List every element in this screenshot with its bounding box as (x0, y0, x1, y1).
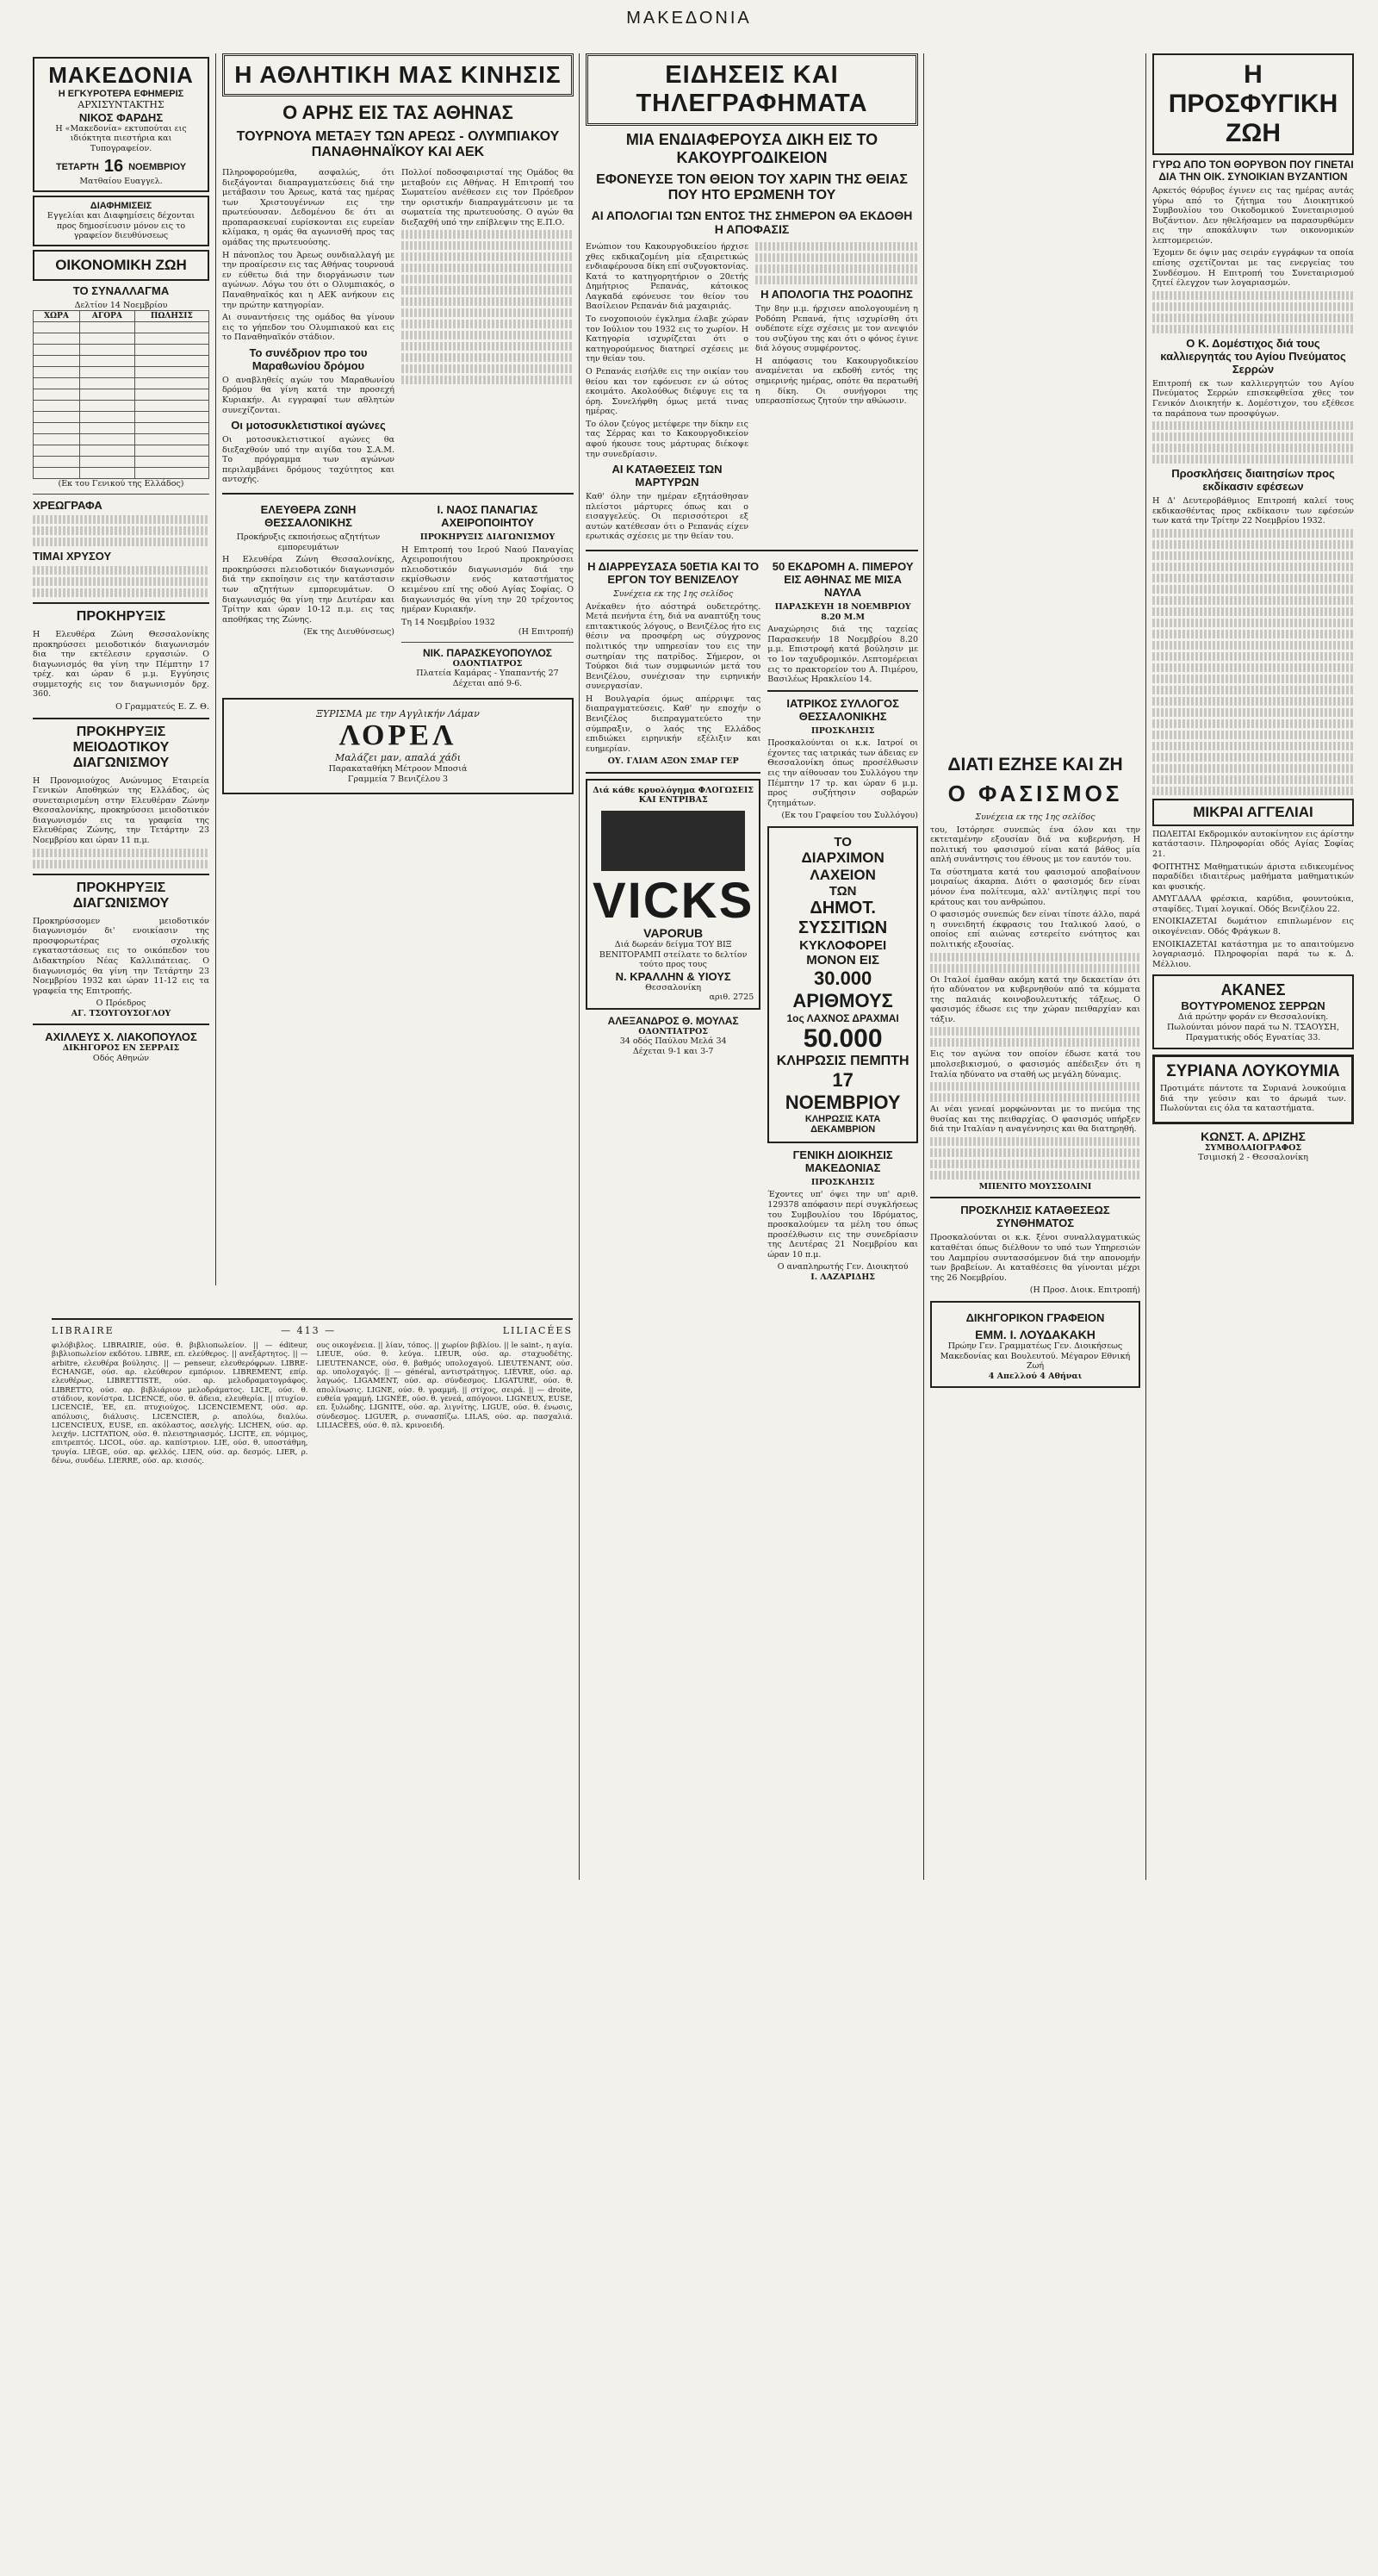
admin-text: Έχοντες υπ' όψει την υπ' αριθ. 129378 απόφασιν περί συγκλήσεως του Συμβουλίου του Ιδρύματος, προσκαλούμεν τα μέλη του όπως προσέλθωσιν εις την συνεδρίασιν της Δευτέρας 21 Νοεμβρίου και ώραν 10 π.μ. (767, 1190, 918, 1260)
lottery-line: ΤΟ (834, 834, 852, 849)
dentist-2-title: ΟΔΟΝΤΙΑΤΡΟΣ (638, 1026, 708, 1036)
exchange-cell (134, 322, 208, 333)
sports-subhead-moto: Οι μοτοσυκλετιστικοί αγώνες (231, 419, 386, 432)
sports-paragraph: Αι συναντήσεις της ομάδος θα γίνουν εις το γήπεδον του Ολυμπιακού και εις το Παναθηναϊκόν στάδιον. (222, 313, 394, 343)
admin-title: ΓΕΝΙΚΗ ΔΙΟΙΚΗΣΙΣ ΜΑΚΕΔΟΝΙΑΣ (792, 1148, 893, 1174)
law-office-title: ΔΙΚΗΓΟΡΙΚΟΝ ΓΡΑΦΕΙΟΝ (965, 1310, 1105, 1324)
exchange-cell (79, 367, 134, 378)
exchange-cell (134, 468, 208, 479)
sweets-ad (1152, 1055, 1354, 1124)
notice-2-text: Η Προνομιούχος Ανώνυμος Εταιρεία Γενικών Αποθηκών της Ελλάδος, ώς συνεταιρισμένη στην Ελευθέραν Ζώνην Θεσσαλονίκης, προκηρύσσει μειοδοτικόν διαγωνισμόν εις τα γραφεία της Ελευθέρας Ζώνης, την Τετάρτην 23 Νοεμβρίου και ώραν 11 π.μ. (33, 775, 209, 846)
dentist-address: Πλατεία Καμάρας - Υπαπαντής 27 (416, 669, 559, 679)
exchange-row (34, 356, 209, 367)
exchange-cell (34, 389, 80, 401)
news-body (586, 240, 918, 544)
column-3 (586, 53, 918, 1880)
exchange-cell (134, 434, 208, 445)
exchange-cell (134, 389, 208, 401)
butter-ad (1152, 974, 1354, 1049)
dentist-2-hours: Δέχεται 9-1 και 3-7 (632, 1047, 714, 1057)
exchange-row (34, 434, 209, 445)
sweets-ad-text: Προτιμάτε πάντοτε τα Συριανά λουκούμια διά την γεύσιν και το άρωμά των. Πωλούνται εις όλα τα καταστήματα. (1160, 1084, 1346, 1114)
law-office-text: Πρώην Γεν. Γραμματέως Γεν. Διοικήσεως Μακεδονίας και Βουλευτού. Μέγαρον Εθνική Ζωή (940, 1341, 1131, 1372)
law-office-name: ΕΜΜ. Ι. ΛΟΥΔΑΚΑΚΗ (975, 1327, 1096, 1341)
news-subhead-witnesses: ΑΙ ΚΑΤΑΘΕΣΕΙΣ ΤΩΝ ΜΑΡΤΥΡΩΝ (611, 463, 723, 489)
bonds-title: ΧΡΕΩΓΡΑΦΑ (33, 498, 102, 512)
refugee-paragraph: Επιτροπή εκ των καλλιεργητών του Αγίου Πνεύματος Σερρών επισκεφθείσα χθες τον Γενικόν Διοικητήν κ. Δομέστιχον, του εξέθεσε τα παράπονα των προσφύγων. (1152, 378, 1354, 419)
dictionary-columns (52, 1341, 573, 1465)
gold-title: ΤΙΜΑΙ ΧΡΥΣΟΥ (33, 549, 112, 563)
news-paragraph: Καθ' όλην την ημέραν εξητάσθησαν πλείστοι μάρτυρες όπως και ο εισαγγελεύς. Οι περισσότεροι εξ αυτών κατέθεσαν ότι ο Ρεπανάς είχεν ερωτικάς σχέσεις με την θείαν του. (586, 492, 748, 542)
notice-3-sign: Ο Πρόεδρος (96, 999, 146, 1009)
free-zone-text: Η Ελευθέρα Ζώνη Θεσσαλονίκης, προκηρύσσει πλειοδοτικόν διαγωνισμόν διά την εκποίησιν εις την κατάστασιν των αζητήτων εμπορευμάτων. Ο διαγωνισμός θα γίνη την Δευτέραν και Τρίτην και ώραν 10-12 π.μ. εις τας αποθήκας της Ζώνης. (222, 555, 394, 625)
exchange-cell (34, 378, 80, 389)
exchange-cell (79, 457, 134, 468)
news-paragraph: Το όλον ζεύγος μετέφερε την δίκην εις τας Σέρρας και το Κακουργοδικείον αφού ήκουσε τους μάρτυρας διέκοψε την συνεδρίασιν. (586, 419, 748, 459)
lottery-draw: ΚΛΗΡΩΣΙΣ ΠΕΜΠΤΗ (776, 1053, 909, 1068)
venizelos-text: Ανέκαθεν ήτο αόστηρά ουδετερότης. Μετά πενήντα έτη, διά να αναπτύξη τους επιτακτικούς λόγους, ο Βενιζέλος ήτο εις θέσιν να προσφέρη ως σύγχρονος πολιτικός την υπηρεσίαν του εις την σωτηρίαν της πατρίδος. Σήμερον, οι Τούρκοι διά των συμφωνιών μετά του Βενιζέλου, συνέχισαν την ειρηνικήν συνεργασίαν. (586, 601, 761, 692)
church-title: Ι. ΝΑΟΣ ΠΑΝΑΓΙΑΣ ΑΧΕΙΡΟΠΟΙΗΤΟΥ (437, 503, 538, 530)
masthead-box (33, 57, 209, 192)
exchange-table (33, 310, 209, 479)
refugee-paragraph: Έχομεν δε όψιν μας σειράν εγγράφων τα οποία επίσης σχετίζονται με τας ενεργείας του Συνδέσμου. Η Επιτροπή του Συνεταιρισμού ζητεί έλεγχον των λογαριασμών. (1152, 248, 1354, 289)
dentist-2-name: ΑΛΕΞΑΝΔΡΟΣ Θ. ΜΟΥΛΑΣ (607, 1014, 739, 1027)
venizelos-title: Η ΔΙΑΡΡΕΥΣΑΣΑ 50ΕΤΙΑ ΚΑΙ ΤΟ ΕΡΓΟΝ ΤΟΥ ΒΕΝΙΖΕΛΟΥ (587, 560, 760, 587)
butter-ad-title: ΑΚΑΝΕΣ (1220, 981, 1286, 999)
exchange-cell (79, 468, 134, 479)
lottery-count: 30.000 ΑΡΙΘΜΟΥΣ (792, 967, 893, 1011)
dictionary-page-number: — 413 — (281, 1325, 337, 1336)
exchange-cell (34, 401, 80, 412)
excursion-text: Αναχώρησις διά της ταχείας Παρασκευήν 18 Νοεμβρίου 8.20 μ.μ. Επιστροφή κατά βούλησιν με το 1ον ταχυδρομικόν. Λεπτομέρειαι εις το πρακτορείον του Α. Πιμέρου, Βασιλέως Ηρακλείου 14. (767, 625, 918, 685)
law-office-address: 4 Απελλού 4 Αθήναι (988, 1371, 1083, 1381)
refugee-subhead-3: Προσκλήσεις διαιτησίων προς εκδίκασιν εφέσεων (1171, 467, 1335, 494)
edition-note: Η «Μακεδονία» εκτυπούται εις ιδιόκτητα πιεστήρια και Τυπογραφείον. (55, 123, 187, 153)
dictionary-head-left: LIBRAIRE (52, 1325, 115, 1336)
lottery-line: ΔΙΑΡΧΙΜΟΝ ΛΑΧΕΙΟΝ (801, 849, 885, 883)
excursion-title: 50 ΕΚΔΡΟΜΗ Α. ΠΙΜΕΡΟΥ ΕΙΣ ΑΘΗΝΑΣ ΜΕ ΜΙΣΑ ΝΑΥΛΑ (772, 560, 914, 600)
classifieds-title: ΜΙΚΡΑΙ ΑΓΓΕΛΙΑΙ (1193, 803, 1313, 820)
sports-paragraph: Ο αναβληθείς αγών του Μαραθωνίου δρόμου θα γίνη κατά την προσεχή Κυριακήν. Αι εγγραφαί των αθλητών συνεχίζονται. (222, 375, 394, 415)
sports-paragraph: Οι μοτοσυκλετιστικοί αγώνες θα διεξαχθούν υπό την αιγίδα του Σ.Α.Μ. Το πρόγραμμα των αγώνων περιλαμβάνει δρόμους ταχύτητος και αντοχής. (222, 435, 394, 485)
venizelos-continued: Συνέχεια εκ της 1ης σελίδος (613, 589, 734, 600)
date-saint: Ματθαίου Ευαγγελ. (79, 177, 163, 187)
notice-1-title: ΠΡΟΚΗΡΥΞΙΣ (76, 608, 166, 624)
exchange-cell (79, 356, 134, 367)
refugee-subhead: ΓΥΡΩ ΑΠΟ ΤΟΝ ΘΟΡΥΒΟΝ ΠΟΥ ΓΙΝΕΤΑΙ ΔΙΑ ΤΗΝ ΟΙΚ. ΣΥΝΟΙΚΙΑΝ ΒΥΖΑΝΤΙΟΝ (1152, 159, 1354, 183)
vicks-brand: VICKS (593, 873, 754, 930)
church-sign: (Η Επιτροπή) (518, 627, 574, 638)
exchange-cell (79, 445, 134, 457)
excursion-date: ΠΑΡΑΣΚΕΥΗ 18 ΝΟΕΜΒΡΙΟΥ 8.20 Μ.Μ (774, 602, 911, 622)
exchange-cell (34, 468, 80, 479)
notice-3-text: Προκηρύσσομεν μειοδοτικόν διαγωνισμόν δι' ενοικίασιν της προσφορωτέρας σχολικής εγκαταστάσεως εις το οικόπεδον του Διδακτηρίου Νέας Καλλιπάτειας. Ο διαγωνισμός θα γίνη την Τετάρτην 23 Νοεμβρίου 1932 και ώραν 11-12 εις τα γραφεία της Επιτροπής. (33, 916, 209, 996)
exchange-cell (134, 412, 208, 423)
razor-ad (222, 698, 574, 795)
exchange-row (34, 445, 209, 457)
sports-paragraph: Η πάνοπλος του Άρεως ουνδιαλλαγή με την προαίρεσιν εις τας Αθήνας τουρνουά εν εύθετω διά την διοργάνωσιν των αγώνων. Λόγω του ότι ο Ολυμπιακός, ο Παναθηναϊκός και η ΑΕΚ ανήκουν εις την πρώτην κατηγορίαν. (222, 250, 394, 310)
editor-name: ΝΙΚΟΣ ΦΑΡΔΗΣ (78, 110, 164, 124)
economy-title: ΟΙΚΟΝΟΜΙΚΗ ΖΩΗ (55, 256, 187, 273)
column-3-lower (586, 557, 918, 1283)
column-6 (1152, 53, 1354, 1880)
news-section-head: ΕΙΔΗΣΕΙΣ ΚΑΙ ΤΗΛΕΓΡΑΦΗΜΑΤΑ (586, 53, 918, 126)
lottery-line: ΔΗΜΟΤ. ΣΥΣΣΙΤΙΩΝ (798, 898, 888, 937)
exchange-cell (34, 367, 80, 378)
masthead: ΜΑΚΕΔΟΝΙΑ (48, 62, 194, 88)
admin-subtitle: ΠΡΟΣΚΛΗΣΙΣ (810, 1177, 875, 1187)
refugee-subhead-2: Ο Κ. Δομέστιχος διά τους καλλιεργητάς του Αγίου Πνεύματος Σερρών (1160, 336, 1346, 376)
lottery-next-draw: ΚΛΗΡΩΣΙΣ ΚΑΤΑ ΔΕΚΑΜΒΡΙΟΝ (804, 1113, 881, 1135)
lottery-line: ΤΩΝ (829, 883, 857, 899)
classifieds-head (1152, 799, 1354, 826)
exchange-row (34, 412, 209, 423)
sports-subhead: ΤΟΥΡΝΟΥΑ ΜΕΤΑΞΥ ΤΩΝ ΑΡΕΩΣ - ΟΛΥΜΠΙΑΚΟΥ ΠΑΝΑΘΗΝΑΪΚΟΥ ΚΑΙ ΑΕΚ (236, 129, 560, 159)
fascism-headline-1: ΔΙΑΤΙ ΕΖΗΣΕ ΚΑΙ ΖΗ (947, 755, 1123, 775)
exchange-title: ΤΟ ΣΥΝΑΛΛΑΓΜΑ (72, 283, 170, 297)
notice-3-name: ΑΓ. ΤΣΟΥΓΟΥΣΟΓΛΟΥ (71, 1008, 171, 1018)
dictionary-column: φιλόβιβλος. LIBRAIRIE, ούσ. θ. βιβλιοπωλείον. || — éditeur, βιβλιοπωλείον εκδότου. LIBRE, επ. ελεύθερος. || ανεξάρτητος. || — arbitre, ελευθέρα βούλησις. || — penseur, ελευθερόφρων. LIBRE-ÉCHANGE, ούσ. αρ. ελεύθερον εμπόριον. LIBREMENT, επίρ. ελευθέρως. LIBRETTISTE, ούσ. αρ. μελοδραματογράφος. LIBRETTO, ούσ. αρ. βιβλιάριον μελοδράματος. LICE, ούσ. θ. στάδιον, κονίστρα. LICENCE, ούσ. θ. άδεια, ελευθερία. || πτυχίον. LICENCIÉ, ΈΕ, επ. πτυχιούχος. LICENCIEMENT, ούσ. αρ. απόλυσις, διάλυσις. LICENCIER, ρ. απολύω, διαλύω. LICENCIEUX, EUSE, επ. ακόλαστος, ασελγής. LICHEN, ούσ. αρ. λειχήν. LICITATION, ούσ. θ. πλειστηριασμός. LICITE, επ. νόμιμος, επιτρεπτός. LICOL, ούσ. αρ. καπίστριον. LIE, ούσ. θ. υποστάθμη, τρυγία. LIÈGE, ούσ. αρ. φελλός. LIEN, ούσ. αρ. δεσμός. LIER, ρ. δένω, συνδέω. LIERRE, ούσ. αρ. κισσός. (52, 1341, 308, 1466)
news-headline-1: ΜΙΑ ΕΝΔΙΑΦΕΡΟΥΣΑ ΔΙΚΗ ΕΙΣ ΤΟ ΚΑΚΟΥΡΓΟΔΙΚΕΙΟΝ (625, 131, 878, 166)
exchange-cell (79, 434, 134, 445)
exchange-col-header: ΑΓΟΡΑ (79, 311, 134, 322)
classified-ad: ΑΜΥΓΔΑΛΑ φρέσκια, καρύδια, φουντούκια, σταφίδες. Τιμαί λογικαί. Οδός Βενιζέλου 22. (1152, 894, 1354, 914)
vicks-product: VAPORUB (643, 926, 704, 941)
notice-1-text: Η Ελευθέρα Ζώνη Θεσσαλονίκης προκηρύσσει μειοδοτικόν διαγωνισμόν δια την εκτέλεσιν εργασιών. Ο διαγωνισμός θα γίνη την Πέμπτην 17 τρέχ. και ώραν 6 μ.μ. Εγγύησις συμμετοχής εις τον διαγωνισμόν δρχ. 360. (33, 629, 209, 700)
ads-notice-title: ΔΙΑΦΗΜΙΣΕΙΣ (90, 201, 152, 212)
column-2 (222, 53, 574, 1066)
exchange-row (34, 468, 209, 479)
news-paragraph: Την 8ην μ.μ. ήρχισεν απολογουμένη η Ροδόπη Ρεπανά, ήτις ισχυρίσθη ότι ουδέποτε είχε σχέσεις με τον ανεψιόν του συζύγου της και ότι ο φόνος έγινε διά λόγους συμφέροντος. (755, 304, 918, 354)
exchange-cell (34, 345, 80, 356)
exchange-cell (134, 345, 208, 356)
doctors-subtitle: ΠΡΟΣΚΛΗΣΙΣ (810, 725, 875, 736)
date-number: 16 (103, 157, 124, 177)
exchange-row (34, 457, 209, 468)
admin-sign: Ο αναπληρωτής Γεν. Διοικητού (777, 1262, 909, 1272)
news-subhead-apology: Η ΑΠΟΛΟΓΙΑ ΤΗΣ ΡΟΔΟΠΗΣ (760, 288, 913, 301)
exchange-cell (134, 378, 208, 389)
vicks-ad-headline: Διά κάθε κρυολόγημα ΦΛΟΓΩΣΕΙΣ ΚΑΙ ΕΝΤΡΙΒΑΣ (593, 785, 754, 806)
free-zone-sign: (Εκ της Διευθύνσεως) (303, 627, 394, 638)
exchange-credit: (Εκ του Γενικού της Ελλάδος) (58, 479, 184, 489)
classified-ad: ΕΝΟΙΚΙΑΖΕΤΑΙ κατάστημα με το απαιτούμενο λογαριασμό. Πληροφορίαι παρά τω κ. Δ. Μέλλιου. (1152, 939, 1354, 969)
fascism-headline-2: Ο ΦΑΣΙΣΜΟΣ (947, 781, 1123, 806)
fascism-paragraph: Αι νέαι γενεαί μορφώνονται με το πνεύμα της θυσίας και της πειθαρχίας. Ο φασισμός υπήρξεν διά την Ιταλίαν η αναγέννησις και θα διατηρηθή. (930, 1104, 1140, 1135)
column-5 (930, 750, 1140, 2576)
notice-1-sign: Ο Γραμματεύς Ε. Ζ. Θ. (115, 702, 209, 712)
fascism-author: ΜΠΕΝΙΤΟ ΜΟΥΣΣΟΛΙΝΙ (978, 1181, 1092, 1192)
exchange-cell (34, 423, 80, 434)
column-2-lower (222, 500, 574, 689)
vicks-code: αριθ. 2725 (709, 992, 754, 1003)
fascism-paragraph: Εις τον αγώνα τον οποίον έδωσε κατά του μπολσεβικισμού, ο φασισμός απέδειξεν ότι η Ιταλία ηδύνατο να σταθή ως μεγάλη δύναμις. (930, 1049, 1140, 1080)
exchange-col-header: ΧΩΡΑ (34, 311, 80, 322)
exchange-cell (34, 356, 80, 367)
exchange-cell (79, 401, 134, 412)
exchange-row (34, 367, 209, 378)
column-rule (923, 53, 924, 1880)
doctors-sign: (Εκ του Γραφείου του Συλλόγου) (781, 811, 918, 821)
exchange-cell (79, 378, 134, 389)
classified-ad: ΠΩΛΕΙΤΑΙ Εκδρομικόν αυτοκίνητον εις άρίστην κατάστασιν. Πληροφορίαι οδός Αγίας Σοφίας 21. (1152, 829, 1354, 859)
admin-name: Ι. ΛΑΖΑΡΙΔΗΣ (810, 1272, 876, 1283)
date-day: ΤΕΤΑΡΤΗ (55, 161, 99, 172)
lottery-line: ΚΥΚΛΟΦΟΡΕΙ (799, 937, 887, 953)
date-month: ΝΟΕΜΒΡΙΟΥ (128, 161, 187, 172)
venizelos-text-2: Η Βουλγαρία όμως απέρριψε τας διαπραγματεύσεις. Καθ' ην εποχήν ο Βενιζέλος διεπραγματεύετο την σύμπραξιν, ο λαός της Ελλάδος επιδιώκει ειρηνικήν εξέλιξιν και ευημερίαν. (586, 694, 761, 754)
exchange-cell (134, 445, 208, 457)
running-head (0, 0, 1378, 36)
fascism-paragraph: του, Ιστόρησε συνεπώς ένα όλον και την εκτεταμένην εξουσίαν διά να κυβερνήση. Η πολιτική του φασισμού είναι κατά βάθος μία απλή συνάντησις του έθνους με τον εαυτόν του. (930, 824, 1140, 865)
lottery-prize: 50.000 (803, 1024, 883, 1053)
refugee-paragraph: Αρκετός θόρυβος έγινεν εις τας ημέρας αυτάς γύρω από το ζήτημα του Διοικητικού Συμβουλίου του Οικοδομικού Συνεταιρισμού Βυζάντιον. Δεν ηθελήσαμεν να παρασυρθώμεν εις την αποκάλυψιν των οικονομικών λεπτομερειών. (1152, 186, 1354, 246)
lottery-draw-date: 17 ΝΟΕΜΒΡΙΟΥ (785, 1068, 901, 1113)
razor-ad-headline: ΞΥΡΙΣΜΑ με την Αγγλικήν Λάμαν (316, 707, 480, 719)
exchange-cell (79, 345, 134, 356)
editor-label: ΑΡΧΙΣΥΝΤΑΚΤΗΣ (78, 99, 164, 110)
lottery-line: ΜΟΝΟΝ ΕΙΣ (806, 952, 880, 968)
exchange-cell (79, 322, 134, 333)
razor-ad-tagline: Μαλάζει μαν, απαλά χάδι (334, 752, 462, 764)
free-zone-title: ΕΛΕΥΘΕΡΑ ΖΩΝΗ ΘΕΣΣΑΛΟΝΙΚΗΣ (260, 503, 357, 530)
church-date: Τη 14 Νοεμβρίου 1932 (401, 617, 495, 627)
gold-rows (33, 566, 209, 575)
lottery-prize-label: 1ος ΛΑΧΝΟΣ ΔΡΑΧΜΑΙ (786, 1011, 899, 1024)
exchange-cell (134, 367, 208, 378)
news-paragraph: Η απόφασις του Κακουργοδικείου αναμένεται να εκδοθή εντός της σημερινής ημέρας, οπότε θα περατωθή η δίκη. Οι συνήγοροι της υπερασπίσεως ζητούν την αθώωσιν. (755, 356, 918, 407)
masthead-tagline: Η ΕΓΚΥΡΟΤΕΡΑ ΕΦΗΜΕΡΙΣ (58, 89, 184, 99)
venizelos-author: ΟΥ. ΓΛΙΑΜ ΑΞΟΝ ΣΜΑΡ ΓΕΡ (607, 756, 739, 767)
notice-3-title: ΠΡΟΚΗΡΥΞΙΣ ΔΙΑΓΩΝΙΣΜΟΥ (72, 880, 170, 911)
sports-section-head: Η ΑΘΛΗΤΙΚΗ ΜΑΣ ΚΙΝΗΣΙΣ (222, 53, 574, 96)
news-headline-2: ΕΦΟΝΕΥΣΕ ΤΟΝ ΘΕΙΟΝ ΤΟΥ ΧΑΡΙΝ ΤΗΣ ΘΕΙΑΣ ΠΟΥ ΗΤΟ ΕΡΩΜΕΝΗ ΤΟΥ (596, 172, 908, 202)
dentist-name: ΝΙΚ. ΠΑΡΑΣΚΕΥΟΠΟΥΛΟΣ (423, 646, 552, 659)
dictionary-header (52, 1325, 573, 1336)
vicks-company: Ν. ΚΡΑΛΛΗΝ & ΥΙΟΥΣ (615, 969, 731, 983)
fascism-paragraph: Τα σύστηματα κατά του φασισμού αποβαίνουν μοιραίως άκαρπα. Διότι ο φασισμός δεν είναι μόνον ένα πολίτευμα, αλλ' αντίληψις περί του κράτους και του ανθρώπου. (930, 867, 1140, 907)
vicks-city: Θεσσαλονίκη (645, 982, 702, 992)
exchange-cell (79, 423, 134, 434)
razor-ad-brand: ΛΟΡΕΛ (338, 719, 457, 752)
exchange-cell (134, 423, 208, 434)
exchange-row (34, 378, 209, 389)
exchange-cell (34, 445, 80, 457)
exchange-cell (34, 457, 80, 468)
news-paragraph: Ενώπιον του Κακουργοδικείου ήρχισε χθες εκδικαζομένη μία εξαιρετικώς ενδιαφέρουσα δίκη επί συζυγοκτονίας. Κατά το κατηγορητήριον ο 20ετής Δημήτριος Ρεπανάς, κάτοικος Λαγκαδά εφόνευσε τον θείον του Βασίλειον Ρεπανάν διά μαχαιριάς. (586, 242, 748, 312)
sports-headline: Ο ΑΡΗΣ ΕΙΣ ΤΑΣ ΑΘΗΝΑΣ (282, 102, 513, 123)
lottery-ad (767, 826, 918, 1143)
vicks-ad (586, 779, 760, 1010)
sports-paragraph: Πληροφορούμεθα, ασφαλώς, ότι διεξάγονται διαπραγματεύσεις διά την μετάβασιν του Άρεως, κατά τας ημέρας των Χριστουγέννων εις την πρωτεύουσαν. Δεδομένου δε ότι αι προπαρασκευαί ευρίσκονται εις ευρείαν κλίμακα, η ομάς θα αγωνισθή προς τας ομάδας της πρωτευούσης. (222, 168, 394, 248)
lawyer-address: Οδός Αθηνών (92, 1053, 150, 1063)
exchange-row (34, 322, 209, 333)
economy-section-head (33, 250, 209, 281)
news-paragraph: Ο Ρεπανάς εισήλθε εις την οικίαν του θείου και τον εφόνευσε εν ώ ούτος εκοιμάτο. Ακολούθως διέφυγε εις τα όρη. Συνελήφθη όμως μετά τινας ημέρας. (586, 366, 748, 417)
news-headline-3: ΑΙ ΑΠΟΛΟΓΙΑΙ ΤΩΝ ΕΝΤΟΣ ΤΗΣ ΣΗΜΕΡΟΝ ΘΑ ΕΚΔΟΘΗ Η ΑΠΟΦΑΣΙΣ (591, 208, 913, 236)
sports-body (222, 165, 574, 488)
notary-title: ΣΥΜΒΟΛΑΙΟΓΡΑΦΟΣ (1204, 1142, 1302, 1153)
exchange-date: Δελτίον 14 Νοεμβρίου (74, 300, 168, 310)
exchange-cell (34, 412, 80, 423)
exchange-cell (34, 322, 80, 333)
lawyer-title: ΔΙΚΗΓΟΡΟΣ ΕΝ ΣΕΡΡΑΙΣ (62, 1043, 180, 1054)
exchange-cell (134, 333, 208, 345)
running-head-title: ΜΑΚΕΔΟΝΙΑ (626, 9, 752, 28)
law-office-ad (930, 1301, 1140, 1388)
dentist-2-address: 34 οδός Παύλου Μελά 34 (619, 1036, 727, 1047)
deposit-sign: (Η Προσ. Διοικ. Επιτροπή) (1029, 1285, 1140, 1296)
dictionary-column: ους οικογένεια. || λίαν, τόπος. || χωρίον βιβλίου. || le saint-, η αγία. LIEUE, ούσ. θ. λεύγα. LIEUR, ούσ. αρ. σταχυοδέτης. LIEUTENANCE, ούσ. θ. βαθμός υπολοχαγού. LIEUTENANT, ούσ. αρ. υπολοχαγός. || — général, αντιστράτηγος. LIÈVRE, ούσ. αρ. λαγωός. LIGAMENT, ούσ. αρ. σύνδεσμος. LIGATURE, ούσ. θ. απολίνωσις. LIGNE, ούσ. θ. γραμμή. || στίχος, σειρά. || — droite, ευθεία γραμμή. LIGNÉE, ούσ. θ. γενεά, απόγονοι. LIGNEUX, EUSE, επ. ξυλώδης. LIGNITE, ούσ. αρ. λιγνίτης. LIGUE, ούσ. θ. ένωσις, σύνδεσμος. LIGUER, ρ. συνασπίζω. LILAS, ούσ. αρ. πασχαλιά. LILIACÉES, ούσ. θ. πλ. κρινοειδή. (316, 1341, 573, 1430)
classified-ad: ΕΝΟΙΚΙΑΖΕΤΑΙ δωμάτιον επιπλωμένον εις οικογένειαν. Οδός Φράγκων 8. (1152, 917, 1354, 937)
exchange-row (34, 423, 209, 434)
fascism-continued: Συνέχεια εκ της 1ης σελίδος (975, 812, 1096, 822)
dictionary-strip (52, 1313, 573, 1882)
exchange-col-header: ΠΩΛΗΣΙΣ (134, 311, 208, 322)
deposit-title: ΠΡΟΣΚΛΗΣΙΣ ΚΑΤΑΘΕΣΕΩΣ ΣΥΝΘΗΜΑΤΟΣ (960, 1204, 1110, 1230)
column-rule (579, 53, 580, 1880)
exchange-row (34, 389, 209, 401)
razor-ad-address: Γραμμεία 7 Βενιζέλου 3 (347, 774, 449, 784)
date-line (40, 157, 202, 177)
exchange-cell (79, 333, 134, 345)
exchange-cell (134, 457, 208, 468)
dictionary-head-right: LILIACÉES (502, 1325, 573, 1336)
exchange-cell (34, 434, 80, 445)
exchange-row (34, 345, 209, 356)
dentist-hours: Δέχεται από 9-6. (452, 678, 523, 688)
sweets-ad-title: ΣΥΡΙΑΝΑ ΛΟΥΚΟΥΜΙΑ (1166, 1062, 1340, 1081)
notary-address: Τσιμισκή 2 - Θεσσαλονίκη (1198, 1153, 1308, 1163)
fascism-paragraph: Οι Ιταλοί έμαθαν ακόμη κατά την δεκαετίαν ότι ήτο αδύνατον να κυβερνηθούν από τα κόμματα της παλαιάς κοινοβουλευτικής τάξεως. Ο φασισμός έδωσε εις την χώραν πειθαρχίαν και τάξιν. (930, 974, 1140, 1024)
free-zone-subtitle: Προκήρυξις εκποιήσεως αζητήτων εμπορευμάτων (236, 532, 381, 552)
butter-ad-text: Διά πρώτην φοράν εν Θεσσαλονίκη. Πωλούνται μόνον παρά τω Ν. ΤΣΑΟΥΣΗ, Πραγματικής οδός Εγνατίας 33. (1167, 1012, 1339, 1042)
notice-2-title: ΠΡΟΚΗΡΥΞΙΣ ΜΕΙΟΔΟΤΙΚΟΥ ΔΙΑΓΩΝΙΣΜΟΥ (72, 724, 170, 770)
refugee-section-head: Η ΠΡΟΣΦΥΓΙΚΗ ΖΩΗ (1152, 53, 1354, 155)
butter-ad-subtitle: ΒΟΥΤΥΡΟΜΕΝΟΣ ΣΕΡΡΩΝ (1181, 999, 1325, 1013)
church-subtitle: ΠΡΟΚΗΡΥΞΙΣ ΔΙΑΓΩΝΙΣΜΟΥ (419, 532, 556, 543)
sports-paragraph: Πολλοί ποδοσφαιρισταί της Ομάδος θα μεταβούν εις Αθήνας. Η Επιτροπή του Σωματείου ανέθεσεν εις τον Πρόεδρον την οριστικήν διαπραγμάτευσιν με τα σωματεία της πρωτευούσης. Ο αγών θα διεξαχθή υπό την επίβλεψιν της Ε.Π.Ο. (401, 168, 574, 227)
column-rule (1145, 53, 1146, 1880)
exchange-row (34, 401, 209, 412)
exchange-cell (134, 401, 208, 412)
sports-subhead-marathon: Το συνέδριον προ του Μαραθωνίου δρόμου (249, 345, 368, 372)
exchange-cell (34, 333, 80, 345)
refugee-paragraph: Η Δ' Δευτεροβάθμιος Επιτροπή καλεί τους εκδικασθέντας προς εκδίκασιν των εφέσεών των κατά την Τρίτην 22 Νοεμβρίου 1932. (1152, 496, 1354, 526)
dentist-title: ΟΔΟΝΤΙΑΤΡΟΣ (452, 658, 523, 669)
doctors-title: ΙΑΤΡΙΚΟΣ ΣΥΛΛΟΓΟΣ ΘΕΣΣΑΛΟΝΙΚΗΣ (786, 696, 899, 723)
fascism-paragraph: Ο φασισμός συνεπώς δεν είναι τίποτε άλλο, παρά η συνειδητή έκφρασις του Ιταλικού λαού, ο οποίος επί αιώνας εστερείτο ενότητος και πολιτικής εξουσίας. (930, 910, 1140, 949)
column-rule (215, 53, 216, 1285)
ads-notice-text: Εγγελίαι και Διαφημίσεις δέχονται προς δημοσίευσιν μόνον εις το γραφείον διευθύνσεως (47, 211, 196, 241)
church-text: Η Επιτροπή του Ιερού Ναού Παναγίας Αχειροποιήτου προκηρύσσει πλειοδοτικόν διαγωνισμόν διά την εκμίσθωσιν ενός καταστήματος κειμένου επί της οδού Αγίας Σοφίας. Ο διαγωνισμός θα γίνη την 20 τρέχοντος ημέραν Κυριακήν. (401, 544, 574, 615)
vicks-ad-illustration (601, 811, 745, 871)
deposit-text: Προσκαλούνται οι κ.κ. ξένοι συναλλαγματικώς καταθέται όπως διέλθουν το υπό των Υπηρεσιών του Λαμπρίου συντασσόμενον διά την απονομήν των βραβείων. Αι καταθέσεις θα γίνονται μέχρι της 26 Νοεμβρίου. (930, 1233, 1140, 1283)
lawyer-name: ΑΧΙΛΛΕΥΣ Χ. ΛΙΑΚΟΠΟΥΛΟΣ (45, 1030, 197, 1044)
news-paragraph: Το ενοχοποιούν έγκλημα έλαβε χώραν τον Ιούλιον του 1932 εις το χωρίον. Η Κατηγορία ισχυρίζεται ότι ο κατηγορούμενος διατηρεί σχέσεις με την θείαν του. (586, 314, 748, 364)
exchange-cell (79, 412, 134, 423)
notary-name: ΚΩΝΣΤ. Α. ΔΡΙΖΗΣ (1201, 1129, 1306, 1143)
exchange-cell (79, 389, 134, 401)
exchange-cell (134, 356, 208, 367)
exchange-row (34, 333, 209, 345)
classified-ad: ΦΟΙΤΗΤΗΣ Μαθηματικών άριστα ειδικευμένος παραδίδει ιδιαιτέρως μαθήματα μαθηματικών και φυσικής. (1152, 862, 1354, 892)
vicks-offer: Διά δωρεάν δείγμα ΤΟΥ ΒΙΞ ΒΕΝΙΤΟΡΑΜΠ στείλατε το δελτίον τούτο προς τους (599, 940, 748, 970)
razor-ad-shop: Παρακαταθήκη Μέτροον Μποσιά (328, 764, 468, 775)
doctors-text: Προσκαλούνται οι κ.κ. Ιατροί οι έχοντες τας ιατρικάς των άδειας εν Θεσσαλονίκη όπως προσέλθωσιν εις την αίθουσαν του Συλλόγου την Πέμπτην 17 τρ. και ώραν 6 μ.μ. προς συζήτησιν σοβαρών ζητημάτων. (767, 738, 918, 808)
ads-notice (33, 196, 209, 246)
column-1 (33, 53, 209, 1294)
bonds-rows (33, 515, 209, 524)
